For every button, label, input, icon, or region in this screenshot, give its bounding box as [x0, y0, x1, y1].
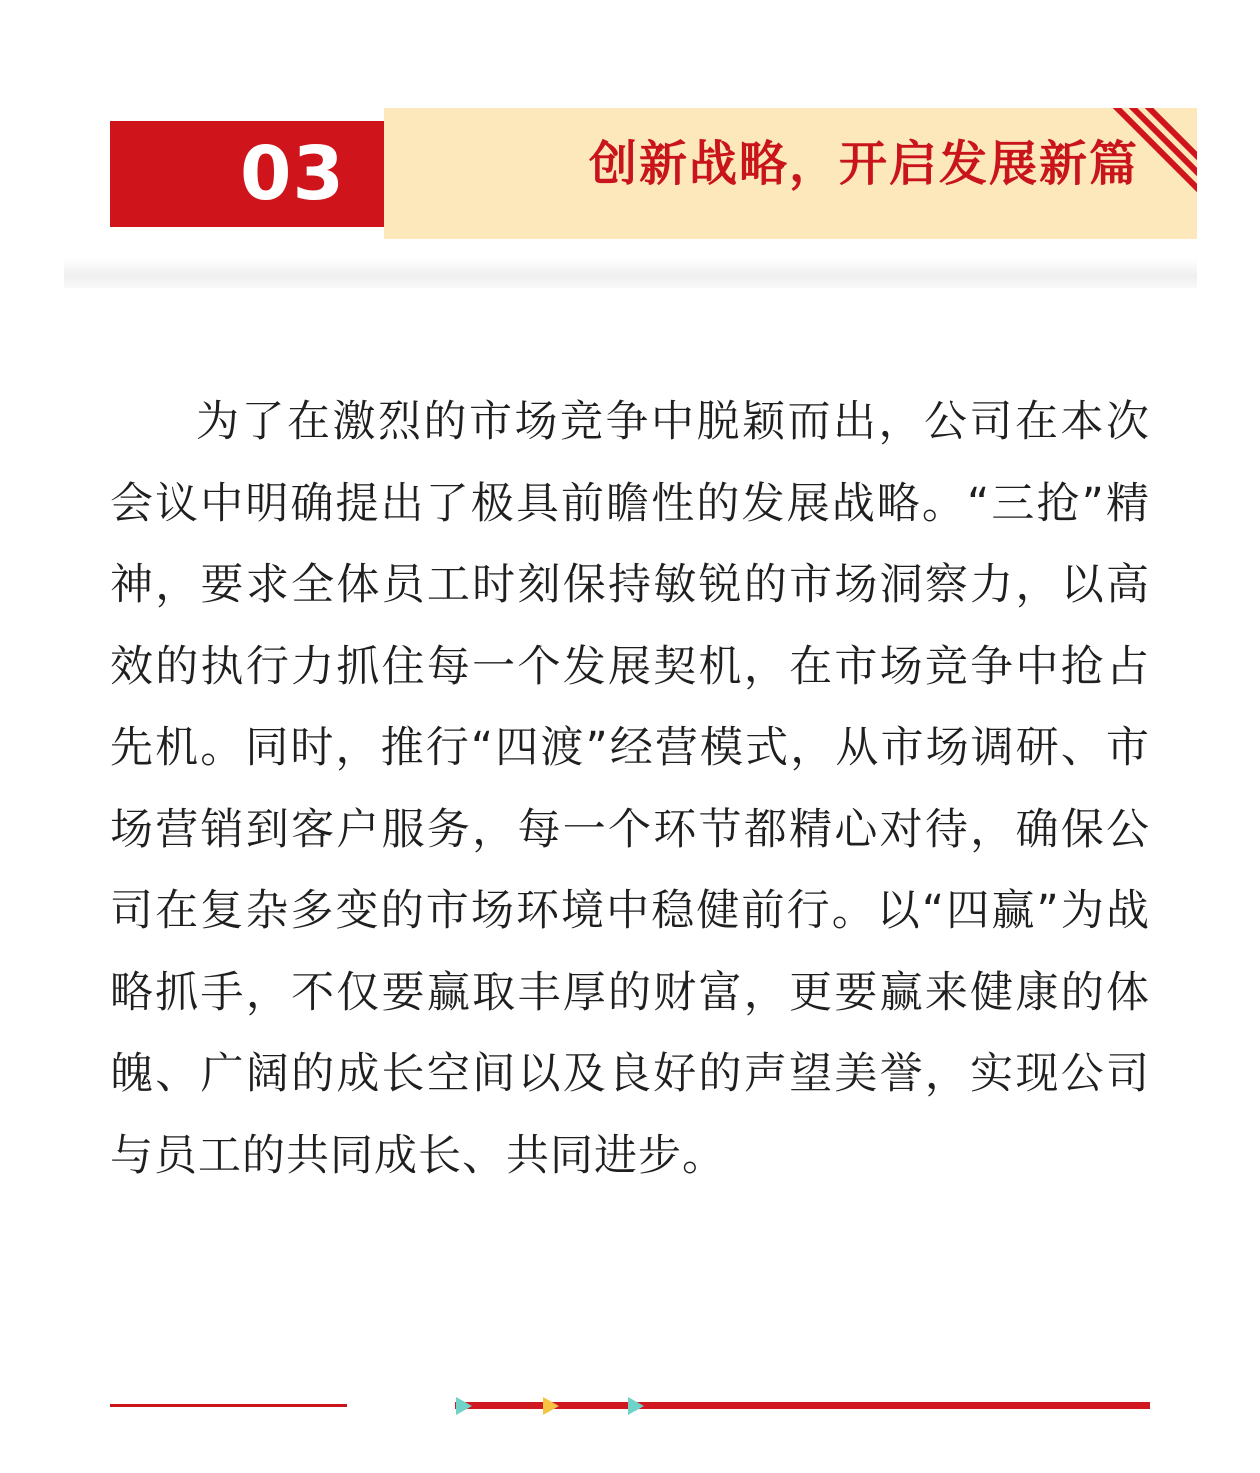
- teal-arrow-icon-2: [628, 1397, 644, 1415]
- teal-arrow-icon: [456, 1397, 472, 1415]
- section-number-box: [110, 121, 384, 227]
- footer-divider-left: [110, 1404, 347, 1407]
- article-paragraph: 为了在激烈的市场竞争中脱颖而出，公司在本次会议中明确提出了极具前瞻性的发展战略。“三抢”精神，要求全体员工时刻保持敏锐的市场洞察力，以高效的执行力抓住每一个发展契机，在市场竞争中抢占先机。同时，推行“四渡”经营模式，从市场调研、市场营销到客户服务，每一个环节都精心对待，确保公司在复杂多变的市场环境中稳健前行。以“四赢”为战略抓手，不仅要赢取丰厚的财富，更要赢来健康的体魄、广阔的成长空间以及良好的声望美誉，实现公司与员工的共同成长、共同进步。: [110, 397, 1150, 1181]
- section-number: 03: [240, 131, 345, 217]
- section-title-box: [384, 108, 1197, 239]
- footer-divider-right: [455, 1402, 1150, 1409]
- header-shadow: [64, 258, 1197, 288]
- yellow-arrow-icon: [543, 1397, 559, 1415]
- section-title: 创新战略，开启发展新篇: [588, 136, 1139, 192]
